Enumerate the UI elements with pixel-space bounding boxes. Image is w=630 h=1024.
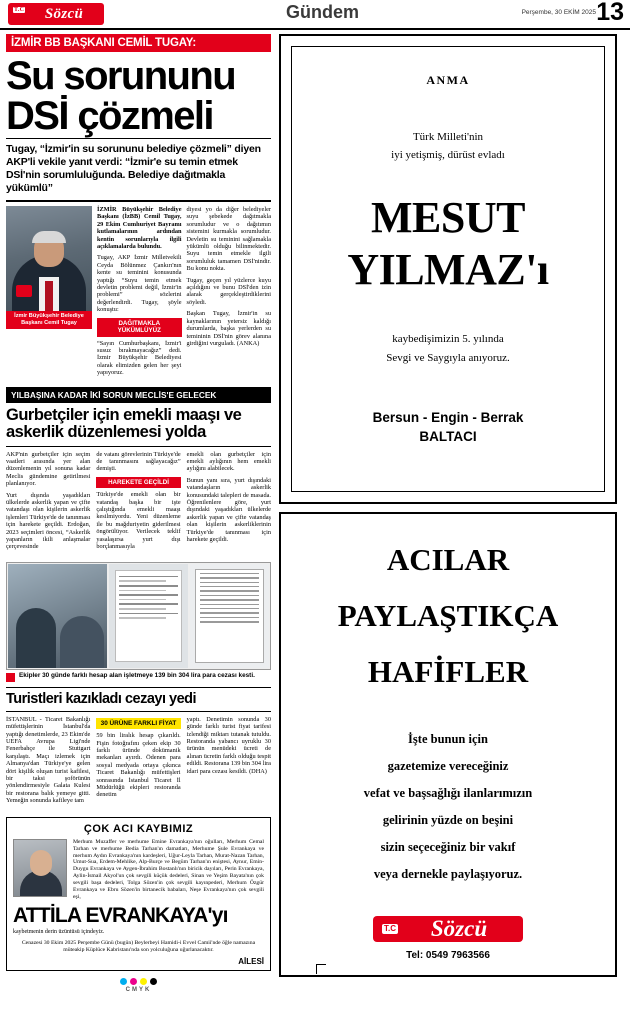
story1-text-col2 [187, 206, 272, 381]
story1-p2: Tugay, AKP İzmir Milletvekili Ceyda Bölünmez Çankırı'nın kente su teminini konusunda yaptığı “Suyu temin etmek devletin problemi değil, İzmir'in problemi” sözlerini değerlendirdi. Tugay, şöyle konuştu: [97, 254, 182, 314]
memorial-ad-signers [306, 408, 590, 446]
memorial-name-line1: MESUT [371, 193, 525, 242]
memorial-ad-lines-top [306, 128, 590, 164]
memorial-line1: Türk Milleti'nin [412, 131, 484, 143]
story1-headline-line1: Su sorununu [6, 54, 236, 98]
story2-p4: Türkiye'de emekli olan bir vatandaş başka bir işte çalıştığında emekli maaşı kesilmiyordu. Yeni düzenleme ile bu mağduriyetin giderilmesi öngörülüyor. Verilecek teklif yasalaşırsa yurt dışı borçlanmasıyla [96, 491, 181, 550]
house-ad-slogan-line2: PAYLAŞTIKÇA [337, 598, 559, 633]
story3-body [6, 716, 271, 809]
story1-photo-block [6, 206, 92, 381]
obituary-subtext: kaybetmenin derin üzüntüsü içindeyiz. [13, 928, 105, 935]
story1-body [6, 206, 271, 381]
story1-text-col1 [97, 206, 182, 381]
story1-kicker: İZMİR BB BAŞKANI CEMİL TUGAY: [6, 34, 271, 52]
house-ad-body-line4: gelirinin yüzde on beşini [382, 813, 514, 827]
obituary-portrait [13, 839, 67, 897]
memorial-ad-title: ANMA [426, 73, 470, 87]
montage-caption-strip [6, 672, 271, 682]
house-ad-slogan [293, 532, 603, 700]
story2-body [6, 451, 271, 555]
house-ad-phone: Tel: 0549 7963566 [406, 950, 490, 961]
memorial-ad-lines-bottom [306, 330, 590, 368]
story1-p4: diyesi yo da diğer belediyeler suyu şebekede dağıtmakla sorumludur ve o dağıtımın sistemini kurmakla sorumludur. Devletin su teminini sağlamakla yükümlü olduğu bilinmektedir. Suyu temin etmekle ilgili sorumluluk tamamen DSİ'nindir. Bu konu nokta. [186, 206, 271, 273]
story2-text-col1 [6, 451, 90, 555]
story1-p5: Tugay, geçen yıl yüzlerce kuyu açıldığını ve bunu DSİ'den izin alarak gerçekleştirdiklerini söyledi. [186, 276, 271, 306]
story2-headline: Gurbetçiler için emekli maaşı ve askerlik düzenlemesi yolda [6, 407, 271, 447]
story2-p3: de vatanı görevlerinin Türkiye'de de tanınmasını sağlayacağız” demişti. [96, 450, 181, 473]
montage-photo-document [190, 564, 269, 668]
story2-p5: emekli olan gurbetçiler için emekli aylığının hem emekli aylığını alabilecek. [186, 450, 271, 473]
house-ad-logo-tc-badge: T.C [384, 924, 396, 933]
story3-text-col1 [6, 716, 90, 809]
memorial-line3: kaybedişimizin 5. yılında [392, 333, 504, 345]
issue-date: Perşembe, 30 EKİM 2025 [521, 9, 596, 16]
obituary-title: ÇOK ACI KAYBIMIZ [83, 822, 194, 835]
story1-p1: İZMİR Büyükşehir Belediye Başkanı (İzBB) Cemil Tugay, 29 Ekim Cumhuriyet Bayramı kutlamalarının ardından kentin sorunlarıyla ilgili açıklamalarda bulundu. [97, 206, 182, 251]
memorial-name-line2: YILMAZ'ı [347, 245, 549, 294]
story3-headline: Turistleri kazıkladı cezayı yedi [6, 687, 271, 712]
memorial-ad-name [306, 192, 590, 296]
story2-text-col2 [96, 451, 180, 555]
story3-yellow-subhead: 30 ÜRÜNE FARKLI FİYAT [96, 718, 180, 729]
house-ad-logo [373, 916, 523, 942]
memorial-line2: iyi yetişmiş, dürüst evladı [391, 149, 505, 161]
story2-blackbar: YILBAŞINA KADAR İKİ SORUN MECLİS'E GELECEK [6, 387, 271, 403]
obituary-relatives: Merhum Muzaffer ve merhume Emine Evrankaya'nın oğulları, Merhum Cemal Tarhan ve merhume Bedia Tarhan'ın damatları, Merhume Şule Evrankaya ve merhum Aydın Evrankaya'nın kardeşleri, Uğur-Leyla Tarhan, Murat-Nazan Tarhan, Umut-Suа, Erdem-Mehlike, Alp-Burçe ve Begüm Tarhan'ın eniştesi, Aynur, Emin-Duygu Evrankaya ve Aygen-İbrahim Bostanlı'nın biricik dayıları, Perin Evrankaya, Aylin-İsmail Akyol'un çok sevgili küçük dedeleri, Sinan ve Yeşim Bayata'nın çok sevgili başa dedeleri, Tolga Sözen'in çok sevgili kayınpederi, Merhum Özgür Evrankaya ve Ebru Sözen'in birtanecik babaları, Neşe Evrankaya'nın çok sevgili eşi, [73, 838, 264, 900]
story3-text-col3 [187, 716, 271, 809]
story1-red-subhead: DAĞITMAKLA YÜKÜMLÜYÜZ [97, 318, 182, 337]
masthead [0, 0, 630, 30]
house-ad-body [293, 726, 603, 888]
house-ad-body-line3: vefat ve başsağlığı ilanlarımızın [363, 786, 533, 800]
house-ad-body-line5: sizin seçeceğiniz bir vakıf [380, 840, 516, 854]
crop-mark [316, 964, 326, 974]
story3-text-col2 [96, 716, 180, 809]
story2-p1: AKP'nin gurbetçiler için seçim vaatleri arasında yer alan düzenlemenin yıl sonuna kadar Meclis gündemine getirilmesi planlanıyor. [6, 450, 91, 488]
house-ad-logo-wordmark: Sözcü [430, 916, 488, 941]
house-ad-body-line1: İşte bunun için [408, 732, 488, 746]
obituary-ad [6, 817, 271, 971]
house-ad [279, 512, 617, 977]
logo-wordmark: Sözcü [44, 5, 84, 22]
photo-montage [6, 562, 271, 670]
memorial-line4: Sevgi ve Saygıyla anıyoruz. [386, 352, 510, 364]
story1-photo-caption: İzmir Büyükşehir Belediye Başkanı Cemil Tugay [6, 311, 92, 329]
logo-tc-badge: T.C [14, 7, 25, 13]
cmyk-dot-yellow [140, 978, 147, 985]
house-ad-body-line2: gazetemize vereceğiniz [387, 759, 509, 773]
story1-photo [6, 206, 92, 311]
obituary-family: AİLESİ [238, 956, 264, 966]
story3-p1: İSTANBUL - Ticaret Bakanlığı müfettişlerinin İstanbul'da yaptığı denetimlerde, 23 Ekim'de UEFA Avrupa Ligi'nde Fenerbahçe ile Stuttgart karşılaştı. Maçı izlemek için Almanya'dan Türkiye'ye gelen dört kişilik oluşan turist kafilesi, bir taksi şoförünün yönlendirmesiyle Galata Kulesi bir restorana balık yemeye gitti. Yemeğin sonunda kafileye tam [6, 715, 91, 805]
montage-photo-inspection [8, 564, 107, 668]
story2-text-col3 [187, 451, 271, 555]
story3-p3: yaptı. Denetimin sonunda 30 günde farklı turist fiyat tarifesi izlendiği miktarı tutanak tutuldu. Restoranda yabancı uyruklu 30 ürünün menüdeki ücreti de alınan ücretin farklı olduğu tespit edildi. Restorana 139 bin 304 lira idari para cezası kesildi. (DHA) [186, 715, 271, 775]
memorial-ad [279, 34, 617, 504]
obituary-funeral-note: Cenazesi 30 Ekim 2025 Perşembe Günü (bugün) Beylerbeyi Hamidi-i Evvel Camii'nde öğle namazına müteakip Küplüce Kabristanı'nda son yolculuğuna uğurlanacaktır. [21, 939, 256, 953]
story2-p6: Bunun yanı sıra, yurt dışındaki vatandaşların askerlik konusundaki talepleri de masada. Öğrenilenlere göre, yurt dışındaki yaşadıkları ülkelerde askerlik yapan ve çifte vatandaş olan kişilerin askerliklerinin Türkiye'de tanınması için harekete geçildi. [186, 476, 271, 543]
story3-p2: 59 bin liralık hesap çıkarıldı. Fişin fotoğrafını çeken ekip 30 farklı üründe dokümanik mekanları ayırdı. Ödenen para sosyal medyada ortaya çıkınca Ticaret Bakanlığı müfettişleri sonrasında İstanbul Ticaret İl Müdürlüğü ekipleri restoranda denetim [96, 732, 181, 799]
left-column [6, 34, 271, 1024]
memorial-signers-line2: BALTACI [419, 429, 477, 444]
cmyk-dot-black [150, 978, 157, 985]
story1-headline [6, 56, 271, 136]
caption-marker-icon [6, 673, 15, 682]
house-ad-slogan-line3: HAFİFLER [367, 654, 529, 689]
house-ad-body-line6: veya dernekle paylaşıyoruz. [373, 867, 523, 881]
sozcu-logo [8, 3, 104, 25]
story1-deck: Tugay, “İzmir'in su sorununu belediye çözmeli” diyen AKP'li vekile yanıt verdi: “İzmir'e su temin etmek DSİ'nin sorumluluğunda. Belediye dağıtmakla yükümlü” [6, 138, 271, 202]
house-ad-slogan-line1: ACILAR [386, 542, 510, 577]
right-column [279, 34, 617, 1024]
memorial-signers-line1: Bersun - Engin - Berrak [372, 410, 524, 425]
cmyk-dot-magenta [130, 978, 137, 985]
story1-p3: “Sayın Cumhurbaşkanı, İzmir'i susuz bırakmayacağız” dedi. İzmir Büyükşehir Belediyesi olarak elimizden gelen her şeyi yapıyoruz. [97, 339, 182, 377]
montage-photo-receipt [109, 564, 188, 668]
page-number: 13 [596, 0, 624, 26]
cmyk-registration-marks [6, 978, 271, 993]
story2-p2: Yurt dışında yaşadıkları ülkelerde askerlik yapan ve çifte vatandaşı olan kişilerin askerlik işlemleri Türkiye'de de tanınması için harekete geçildi. Erdoğan, 2023 seçimleri öncesi, “Askerlik yapanların ikili anlaşmalar çerçevesinde [6, 491, 91, 551]
montage-caption: Ekipler 30 günde farklı hesap alan işletmeye 139 bin 304 lira para cezası kesti. [19, 671, 255, 679]
cmyk-label: CMYK [125, 986, 152, 993]
story2-red-subhead: HAREKETE GEÇİLDİ [96, 477, 180, 488]
story1-p6: Başkan Tugay, İzmir'in su kaynaklarının yetersiz kaldığı durumlarda, başka yerlerden su temininin DSİ'nin görev alanına girdiğini vurguladı. (ANKA) [186, 310, 271, 347]
story1-headline-line2: DSİ çözmeli [6, 94, 213, 138]
obituary-name: ATTİLA EVRANKAYA'yı [13, 903, 228, 927]
section-title: Gündem [286, 2, 360, 22]
cmyk-dot-cyan [120, 978, 127, 985]
